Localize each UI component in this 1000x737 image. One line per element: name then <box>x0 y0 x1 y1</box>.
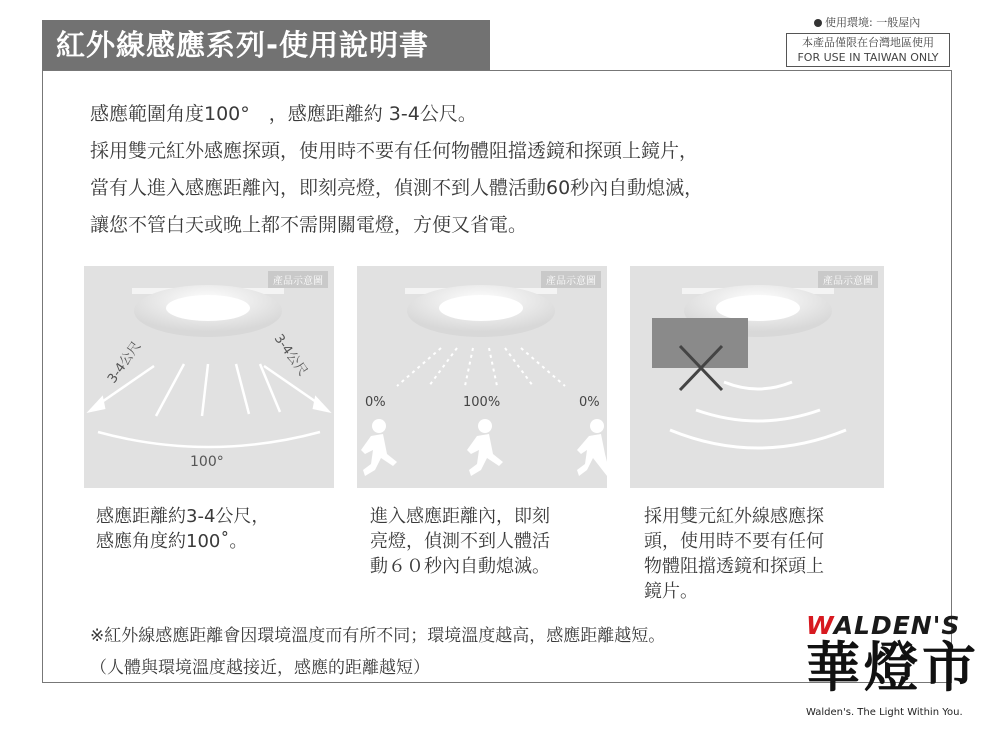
brand-logo-chinese: 華燈市 <box>806 636 980 699</box>
product-illustration-badge: 產品示意圖 <box>268 271 328 288</box>
footnote-line: ※紅外線感應距離會因環境溫度而有所不同；環境溫度越高，感應距離越短。 <box>90 626 666 646</box>
intro-line: 讓您不管白天或晚上都不需開關電燈，方便又省電。 <box>90 214 528 236</box>
infrared-waves <box>670 382 846 448</box>
brand-tagline: Walden's. The Light Within You. <box>806 707 963 718</box>
caption-line: 感應角度約100˚。 <box>96 531 248 552</box>
page-title: 紅外線感應系列-使用說明書 <box>42 20 490 70</box>
product-illustration-badge: 產品示意圖 <box>541 271 601 288</box>
logo-rest: ALDEN'S <box>833 611 961 640</box>
walking-person-icon <box>361 419 397 476</box>
caption-detection <box>370 504 600 579</box>
environment-text: 使用環境: 一般屋內 <box>825 16 921 29</box>
caption-line: 亮燈，偵測不到人體活 <box>370 531 550 552</box>
intro-line: 當有人進入感應距離內，即刻亮燈，偵測不到人體活動60秒內自動熄滅， <box>90 177 704 199</box>
downlight-icon <box>405 285 557 337</box>
product-illustration-badge: 產品示意圖 <box>818 271 878 288</box>
obstruction-block <box>652 318 748 368</box>
caption-line: 動６０秒內自動熄滅。 <box>370 556 550 577</box>
region-notice-en: FOR USE IN TAIWAN ONLY <box>797 51 939 64</box>
region-notice <box>786 33 950 67</box>
caption-line: 進入感應距離內，即刻 <box>370 506 550 527</box>
range-diagram-svg <box>84 266 334 488</box>
caption-range <box>96 504 336 554</box>
caption-line: 感應距離約3-4公尺， <box>96 506 270 527</box>
walking-person-icon <box>467 419 503 476</box>
region-notice-cn: 本產品僅限在台灣地區使用 <box>802 36 934 49</box>
caption-obstruction <box>644 504 879 604</box>
downlight-icon <box>132 285 284 337</box>
angle-label: 100° <box>190 454 224 470</box>
sensing-beams <box>397 348 565 386</box>
left-distance-label: 3-4公尺 <box>104 338 145 387</box>
caption-line: 物體阻擋透鏡和探頭上 <box>644 556 824 577</box>
obstruction-diagram-svg <box>630 266 884 488</box>
environment-note <box>814 14 920 30</box>
diagram-range-angle <box>84 266 334 488</box>
sensing-lines <box>90 364 328 447</box>
detection-diagram-svg <box>357 266 607 488</box>
footnote-line: （人體與環境溫度越接近，感應的距離越短） <box>90 658 430 678</box>
left-percent-label: 0% <box>365 395 386 410</box>
intro-line: 感應範圍角度100° ，感應距離約 3-4公尺。 <box>90 103 477 125</box>
caption-line: 頭，使用時不要有任何 <box>644 531 824 552</box>
right-percent-label: 0% <box>579 395 600 410</box>
walking-person-icon <box>577 419 607 476</box>
right-distance-label: 3-4公尺 <box>270 331 311 379</box>
caption-line: 採用雙元紅外線感應探 <box>644 506 824 527</box>
diagram-obstruction <box>630 266 884 488</box>
caption-line: 鏡片。 <box>644 581 698 602</box>
intro-line: 採用雙元紅外感應探頭，使用時不要有任何物體阻擋透鏡和探頭上鏡片， <box>90 140 699 162</box>
logo-w-letter: W <box>806 611 834 640</box>
center-percent-label: 100% <box>463 395 501 410</box>
diagram-detection <box>357 266 607 488</box>
bullet-icon <box>814 19 822 27</box>
intro-text <box>90 96 890 244</box>
footnotes <box>90 620 665 684</box>
